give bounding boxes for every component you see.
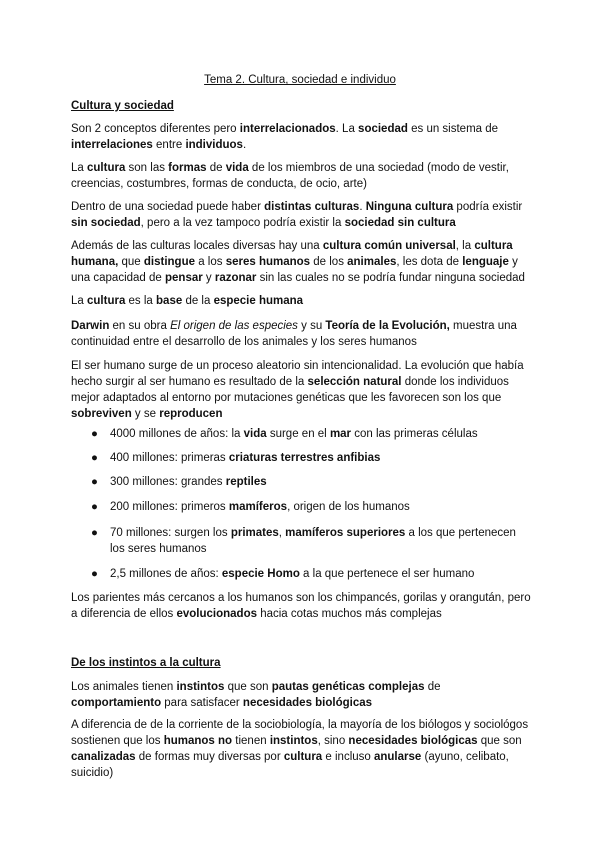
document-title: Tema 2. Cultura, sociedad e individuo xyxy=(204,74,396,86)
section-heading-instintos: De los instintos a la cultura xyxy=(71,657,221,669)
paragraph-6: Darwin en su obra El origen de las especies y su Teoría de la Evolución, muestra una continuidad entre el desarrollo de los animales y los seres humanos xyxy=(71,320,517,348)
paragraph-1: Son 2 conceptos diferentes pero interrelacionados. La sociedad es un sistema de interrelaciones entre individuos. xyxy=(71,123,499,151)
paragraph-3: Dentro de una sociedad puede haber distintas culturas. Ninguna cultura podría existir sin sociedad, pero a la vez tampoco podría existir la sociedad sin cultura xyxy=(71,201,523,229)
section-heading-cultura-sociedad: Cultura y sociedad xyxy=(71,100,174,112)
paragraph-5: La cultura es la base de la especie humana xyxy=(71,295,304,307)
bullet-icon: ● xyxy=(91,452,98,464)
paragraph-7: El ser humano surge de un proceso aleatorio sin intencionalidad. La evolución que había hecho surgir al ser humano es resultado de la selección natural donde los individuos mejor adaptados al entorno por mutaciones genéticas que les favorecen son los que sobreviven y se reproducen xyxy=(71,360,524,420)
bullet-icon: ● xyxy=(91,476,98,488)
bullet-icon: ● xyxy=(91,428,98,440)
bullet-icon: ● xyxy=(91,527,98,539)
bullet-icon: ● xyxy=(91,568,98,580)
paragraph-10: A diferencia de de la corriente de la sociobiología, la mayoría de los biólogos y sociológos sostienen que los humanos no tienen instintos, sino necesidades biológicas que son canalizadas de formas muy diversas por cultura e incluso anularse (ayuno, celibato, suicidio) xyxy=(71,719,529,779)
paragraph-4: Además de las culturas locales diversas hay una cultura común universal, la cultura humana, que distingue a los seres humanos de los animales, les dota de lenguaje y una capacidad de pensar y razonar sin las cuales no se podría fundar ninguna sociedad xyxy=(71,240,525,284)
paragraph-8: Los parientes más cercanos a los humanos son los chimpancés, gorilas y orangután, pero a diferencia de ellos evolucionados hacia cotas muchos más complejas xyxy=(71,592,531,620)
paragraph-9: Los animales tienen instintos que son pautas genéticas complejas de comportamiento para satisfacer necesidades biológicas xyxy=(71,681,441,709)
document-page: Tema 2. Cultura, sociedad e individuo Cultura y sociedad Son 2 conceptos diferentes pero interrelacionados. La sociedad es un sistema de interrelaciones entre individuos. La cultura son las formas de vida de los miembros de una sociedad (modo de vestir, creencias, costumbres, formas de conducta, de ocio, arte) Dentro de una sociedad puede haber distintas culturas. Ninguna cultura podría existir sin sociedad, pero a la vez tampoco podría existir la sociedad sin cultura Además de las culturas locales diversas hay una cultura común universal, la cultura humana, que distingue a los seres humanos de los animales, les dota de lenguaje y una capacidad de pensar y razonar sin las cuales no se podría fundar ninguna sociedad La cultura es la base de la especie humana Darwin en su obra El origen de las especies y su Teoría de la Evolución, muestra una continuidad entre el desarrollo de los animales y los seres humanos El ser humano surge de un proceso aleatorio sin intencionalidad. La evolución que había hecho surgir al ser humano es resultado de la selección natural donde los individuos mejor adaptados al entorno por mutaciones genéticas que les favorecen son los que sobreviven y se reproducen ● 4000 millones de años: la vida surge en el mar con las primeras células ● 400 millones: primeras criaturas terrestres anfibias ● 300 millones: grandes reptiles ● 200 millones: primeros mamíferos, origen de los humanos ● 70 millones: surgen los primates, mamíferos superiores a los que pertenecen los seres humanos ● 2,5 millones de años: especie Homo a la que pertenece el ser humano Los parientes más cercanos a los humanos son los chimpancés, gorilas y orangután, pero a diferencia de ellos evolucionados hacia cotas muchos más complejas De los instintos a la cultura Los animales tienen instintos que son pautas genéticas complejas de comportamiento para satisfacer necesidades biológicas A diferencia de de la corriente de la sociobiología, la mayoría de los biólogos y sociológos sostienen que los humanos no tienen instintos, sino necesidades biológicas que son canalizadas de formas muy diversas por cultura e incluso anularse (ayuno, celibato, suicidio) xyxy=(0,0,600,848)
paragraph-2: La cultura son las formas de vida de los miembros de una sociedad (modo de vestir, creencias, costumbres, formas de conducta, de ocio, arte) xyxy=(71,162,509,190)
bullet-icon: ● xyxy=(91,501,98,513)
